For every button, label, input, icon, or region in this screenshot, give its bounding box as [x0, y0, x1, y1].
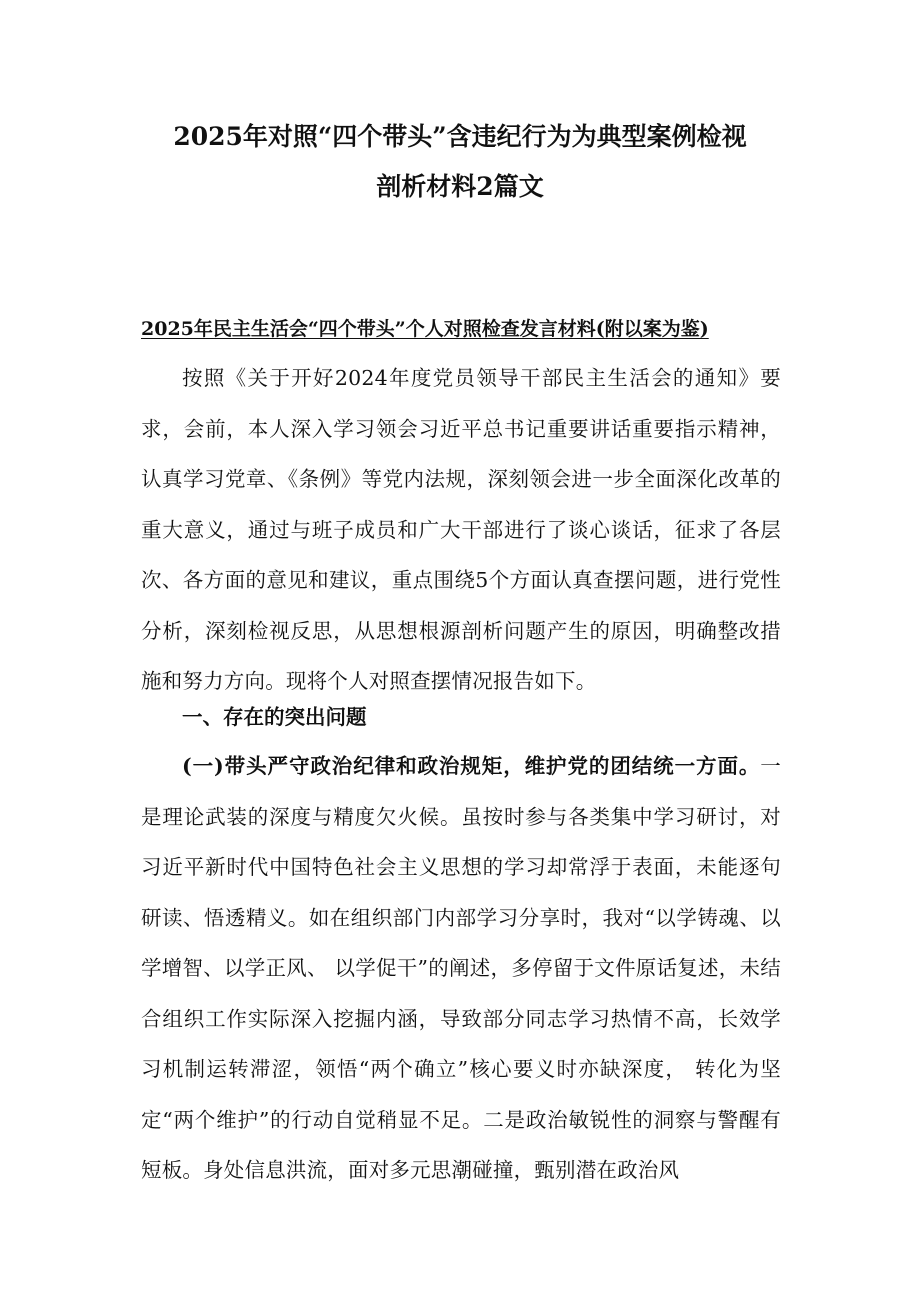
intro-paragraph: 按照《关于开好2024年度党员领导干部民主生活会的通知》要求，会前，本人深入学习领会习近平总书记重要讲话重要指示精神，认真学习党章、《条例》等党内法规，深刻领会进一步全面深化改革的重大意义，通过与班子成员和广大干部进行了谈心谈话，征求了各层次、各方面的意见和建议，重点围绕5个方面认真查摆问题，进行党性分析，深刻检视反思，从思想根源剖析问题产生的原因，明确整改措施和努力方向。现将个人对照查摆情况报告如下。 [141, 366, 781, 693]
paragraph-political-discipline-body: 一是理论武装的深度与精度欠火候。虽按时参与各类集中学习研讨，对习近平新时代中国特色社会主义思想的学习却常浮于表面，未能逐句研读、悟透精义。如在组织部门内部学习分享时，我对“以学铸魂、以学增智、以学正风、 以学促干”的阐述，多停留于文件原话复述，未结合组织工作实际深入挖掘内涵，导致部分同志学习热情不高，长效学习机制运转滞涩，领悟“两个确立”核心要义时亦缺深度， 转化为坚定“两个维护”的行动自觉稍显不足。二是政治敏锐性的洞察与警醒有短板。身处信息洪流，面对多元思潮碰撞，甄别潜在政治风 [141, 754, 781, 1182]
section-heading: 2025年民主生活会“四个带头”个人对照检查发言材料(附以案为鉴) [141, 318, 709, 340]
sub-heading-political-discipline: (一)带头严守政治纪律和政治规矩，维护党的团结统一方面。 [182, 754, 761, 778]
document-title-line-1: 2025年对照“四个带头”含违纪行为为典型案例检视 [173, 122, 747, 151]
heading-problems: 一、存在的突出问题 [182, 705, 367, 729]
document-title [110, 112, 810, 212]
document-title-line-2: 剖析材料2篇文 [376, 172, 544, 201]
paragraph-political-discipline [141, 741, 781, 1196]
